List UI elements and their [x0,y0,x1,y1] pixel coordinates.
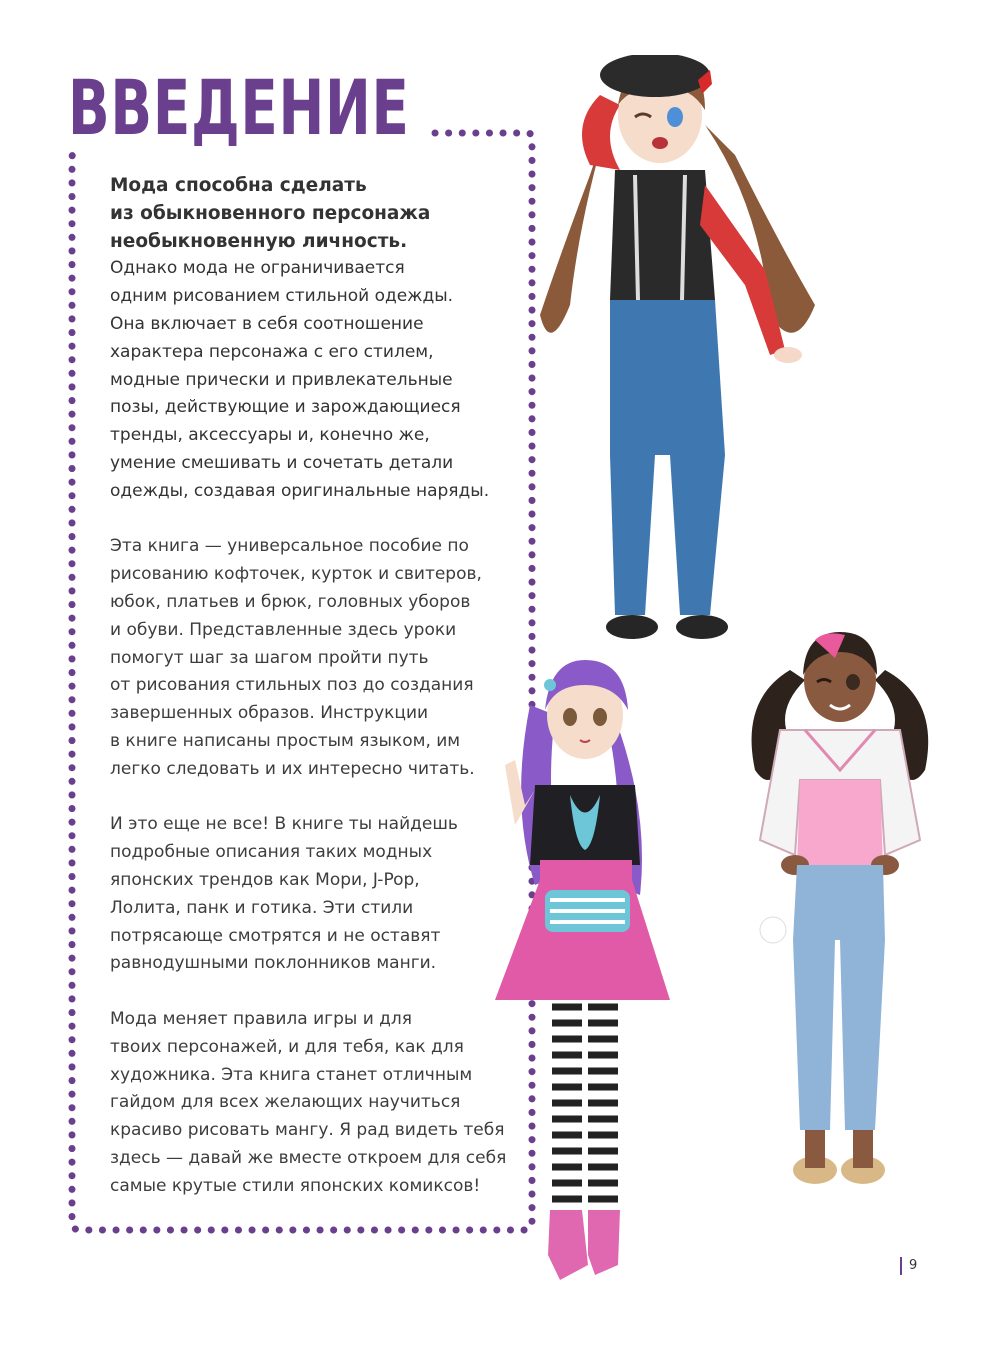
lead-paragraph [110,172,510,506]
paragraph-2 [110,533,510,783]
text-line: и обуви. Представленные здесь уроки [110,619,457,640]
text-line: красиво рисовать мангу. Я рад видеть тебя [110,1120,505,1141]
text-line: Эта книга — универсальное пособие по [110,536,469,557]
text-line: здесь — давай же вместе откроем для себя [110,1147,507,1168]
text-line: юбок, платьев и брюк, головных уборов [110,591,471,612]
text-line: помогут шаг за шагом пройти путь [110,647,429,668]
text-line: равнодушными поклонников манги. [110,953,437,974]
text-line: необыкновенную личность. [110,230,408,252]
intro-text [110,172,510,1228]
text-line: рисованию кофточек, курток и свитеров, [110,564,482,585]
text-line: завершенных образов. Инструкции [110,703,429,724]
text-line: в книге написаны простым языком, им [110,730,461,751]
text-line: художника. Эта книга станет отличным [110,1064,473,1085]
text-line: тренды, аксессуары и, конечно же, [110,425,430,446]
paragraph-4 [110,1006,510,1201]
text-line: гайдом для всех желающих научиться [110,1092,461,1113]
text-line: потрясающе смотрятся и не оставят [110,925,441,946]
text-line: Однако мода не ограничивается [110,258,405,279]
text-line: из обыкновенного персонажа [110,202,431,224]
text-line: Лолита, панк и готика. Эти стили [110,897,414,918]
text-line: одежды, создавая оригинальные наряды. [110,480,490,501]
text-line: Мода меняет правила игры и для [110,1008,413,1029]
text-line: Мода способна сделать [110,175,367,196]
text-line: одним рисованием стильной одежды. [110,286,454,307]
text-line: твоих персонажей, и для тебя, как для [110,1036,464,1057]
illustration-girl-pigtails [735,620,950,1195]
illustration-girl-purple [490,655,680,1290]
text-line: позы, действующие и зарождающиеся [110,397,461,418]
text-line: японских трендов как Мори, J-Pop, [110,869,420,890]
text-line: подробные описания таких модных [110,842,433,863]
text-line: модные прически и привлекательные [110,369,453,390]
page-number: 9 [900,1257,917,1275]
illustration-girl-beret [530,55,830,650]
text-line: от рисования стильных поз до создания [110,675,474,696]
text-line: И это еще не все! В книге ты найдешь [110,814,458,835]
page-title: ВВЕДЕНИЕ [68,63,410,152]
paragraph-3 [110,811,510,978]
text-line: Она включает в себя соотношение [110,313,424,334]
text-line: легко следовать и их интересно читать. [110,758,475,779]
text-line: самые крутые стили японских комиксов! [110,1175,481,1196]
text-line: умение смешивать и сочетать детали [110,452,454,473]
text-line: характера персонажа с его стилем, [110,341,434,362]
